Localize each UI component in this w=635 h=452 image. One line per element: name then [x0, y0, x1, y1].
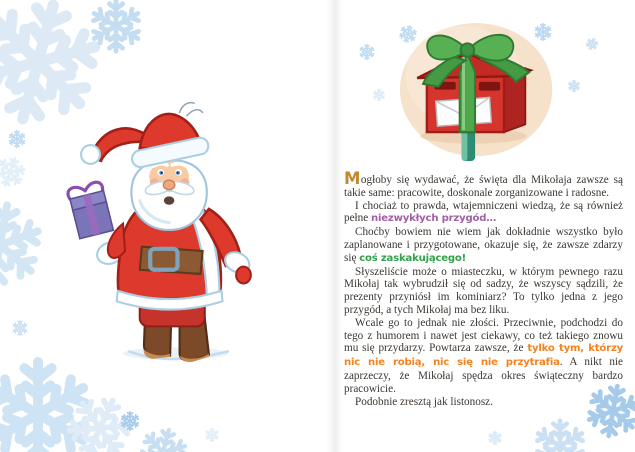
mailbox-post: [462, 130, 476, 161]
story-segment-normal: Słyszeliście może o miasteczku, w którym pewnego razu Mikołaj tak wybrudził się od sadzy, że wszyscy sądzili, że prezenty przyniósł im kominiarz? To tylko jedna z jego przygód, a tych Mikołaj ma bez liku.: [344, 265, 623, 316]
snowflake-icon: [204, 427, 220, 443]
story-segment-green: coś zaskakującego!: [359, 252, 467, 264]
story-segment-purple: niezwykłych przygód…: [371, 213, 497, 225]
snow-shadow: [123, 347, 228, 360]
story-paragraph: [344, 396, 623, 409]
santa-hair-wisps: [180, 103, 203, 116]
santa-hat: [81, 103, 210, 169]
story-paragraph: [344, 317, 623, 396]
santa-belt: [140, 247, 203, 274]
snowflake-icon: [583, 35, 601, 53]
snowflake-icon: [567, 79, 581, 93]
snowflake-icon: [7, 129, 27, 149]
snowflake-icon: [487, 430, 503, 446]
story-paragraph: [344, 266, 623, 317]
santa-hat-pompom: [81, 145, 100, 164]
snowflake-icon: [119, 410, 141, 432]
story-paragraph: [344, 169, 623, 200]
story-segment-orange: tylko tym, którzy nic nie robią, nic się nie przytrafia: [344, 343, 624, 369]
santa-illustration: [62, 100, 272, 362]
santa-nose: [163, 180, 175, 189]
story-segment-normal: . A nikt nie zaprzeczy, że Mikołaj spędza okres świąteczny bardzo pracowicie.: [344, 356, 623, 395]
story-segment-normal: Wcale go to jednak nie złości. Przeciwnie, podchodzi do tego z humorem i nawet jest ciekawy, co też takiego znowu mu się przydarzy. Powtarza zawsze, że: [344, 316, 623, 355]
story-segment-normal: I chociaż to prawda, wtajemniczeni wiedzą, że są również pełne: [344, 199, 623, 225]
snowflake-icon: [86, 0, 146, 56]
mailbox-ribbon: [460, 54, 475, 132]
santa-gift: [67, 181, 114, 239]
mailbox-illustration: [396, 18, 560, 168]
story-paragraph: [344, 200, 623, 227]
snowflake-icon: [0, 189, 56, 300]
snowflake-icon: [372, 88, 386, 102]
snowflake-icon: [0, 150, 32, 194]
story-text: [344, 169, 624, 408]
snowflake-icon: [11, 319, 29, 337]
story-segment-normal: ogłoby się wydawać, że święta dla Mikołaja zawsze są takie same: pracowite, doskonale zorganizowane i radosne.: [344, 174, 623, 199]
story-segment-normal: Choćby bowiem nie wiem jak dokładnie wszystko było zaplanowane i przygotowane, okazuje się, że zawsze zdarzy się: [344, 226, 623, 264]
story-segment-normal: Podobnie zresztą jak listonosz.: [355, 395, 493, 408]
drop-cap: M: [344, 169, 361, 188]
story-paragraph: [344, 226, 623, 265]
snowflake-icon: [530, 416, 590, 452]
snowflake-icon: [358, 43, 376, 61]
